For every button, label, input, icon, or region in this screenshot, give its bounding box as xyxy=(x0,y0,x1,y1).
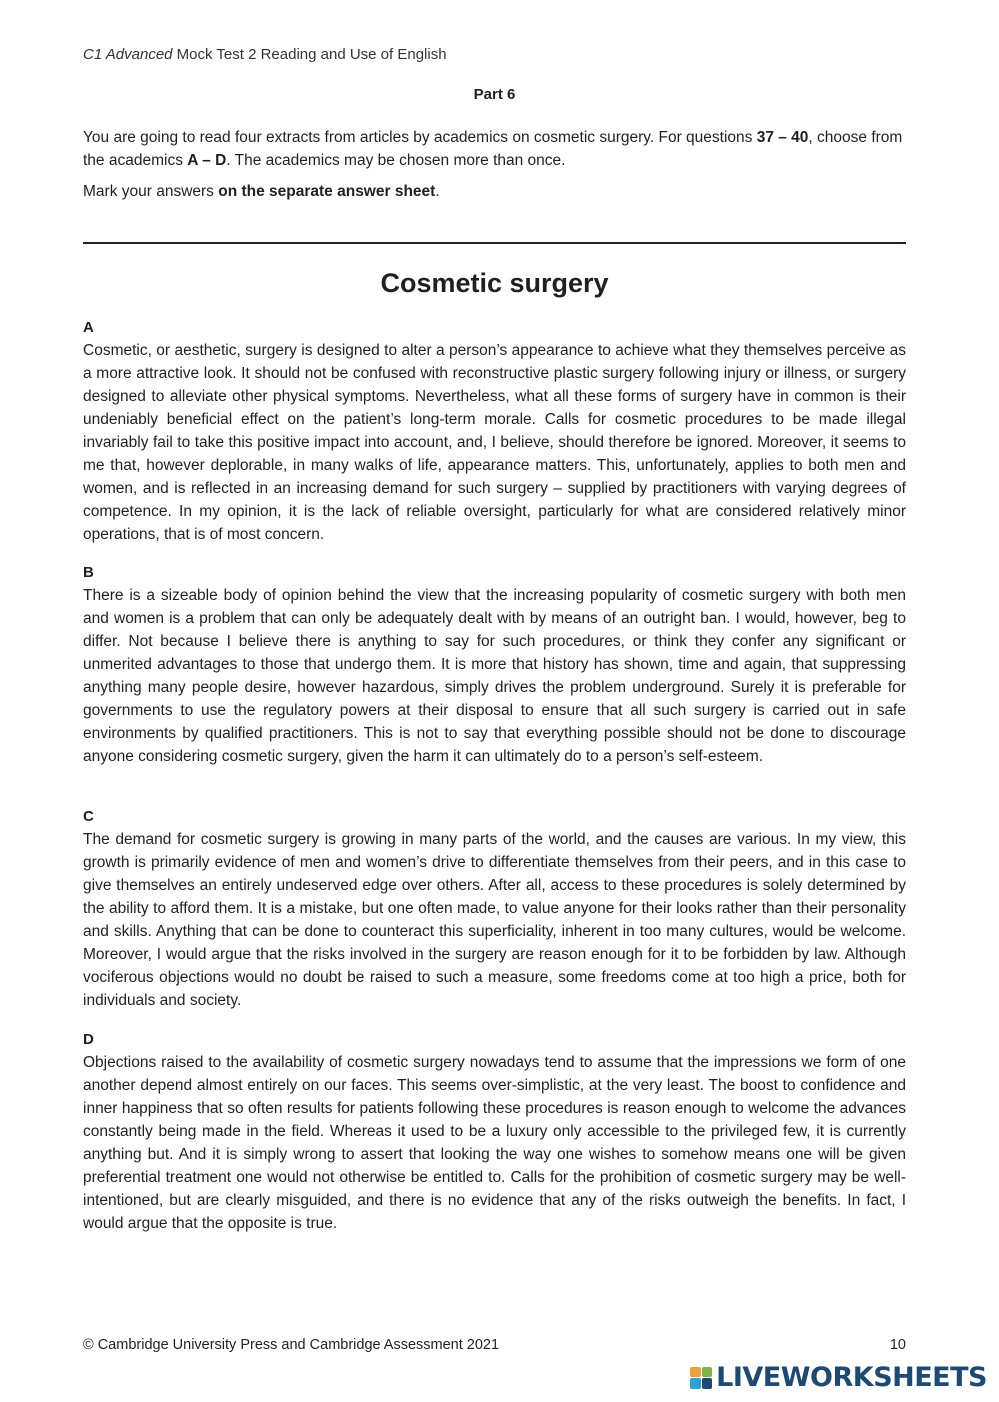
extract-text: Cosmetic, or aesthetic, surgery is designed to alter a person’s appearance to achieve what they themselves perceive as a more attractive look. It should not be confused with reconstructive plastic surgery following injury or illness, or surgery designed to alleviate other physical symptoms. Nevertheless, what all these forms of surgery have in common is their undeniably beneficial effect on the patient’s long-term morale. Calls for cosmetic procedures to be made illegal invariably fail to take this positive impact into account, and, I believe, should therefore be ignored. Moreover, it seems to me that, however deplorable, in many walks of life, appearance matters. This, unfortunately, applies to both men and women, and is reflected in an increasing demand for such surgery – supplied by practitioners with varying degrees of competence. In my opinion, it is the lack of reliable oversight, particularly for what are considered relatively minor operations, that is of most concern. xyxy=(83,342,906,543)
extract-d xyxy=(83,1028,906,1235)
extract-a xyxy=(83,316,906,546)
footer-copyright: © Cambridge University Press and Cambridge Assessment 2021 xyxy=(83,1337,500,1353)
instructions-part-1: You are going to read four extracts from articles by academics on cosmetic surgery. For questions xyxy=(83,129,757,146)
extract-letter: B xyxy=(83,564,94,581)
divider-rule xyxy=(83,242,906,244)
logo-tile xyxy=(702,1378,713,1389)
extract-text: Objections raised to the availability of cosmetic surgery nowadays tend to assume that the impressions we form of one another depend almost entirely on our faces. This seems over-simplistic, at the very least. The boost to confidence and inner happiness that so often results for patients following these procedures is reason enough to welcome the advances constantly being made in the field. Whereas it used to be a luxury only accessible to the privileged few, it is currently anything but. And it is simply wrong to assert that looking the way one wishes to somehow means one will be given preferential treatment one would not otherwise be entitled to. Calls for the prohibition of cosmetic surgery may be well-intentioned, but are clearly misguided, and there is no evidence that any of the risks outweigh the benefits. In fact, I would argue that the opposite is true. xyxy=(83,1054,906,1232)
extract-letter: A xyxy=(83,319,94,336)
page-number: 10 xyxy=(889,1337,906,1353)
mark-period: . xyxy=(435,183,440,200)
instructions-part-3: . The academics may be chosen more than once. xyxy=(226,152,566,169)
extract-text: The demand for cosmetic surgery is growing in many parts of the world, and the causes are various. In my view, this growth is primarily evidence of men and women’s drive to differentiate themselves from their peers, and in this case to give themselves an entirely undeserved edge over others. After all, access to these procedures is solely determined by the ability to afford them. It is a mistake, but one often made, to value anyone for their looks rather than their personality and skills. Anything that can be done to counteract this superficiality, inherent in too many cultures, would be welcome. Moreover, I would argue that the risks involved in the surgery are reason enough for it to be forbidden by law. Although vociferous objections would no doubt be raised to such a measure, some freedoms come at too high a price, both for individuals and society. xyxy=(83,831,906,1009)
liveworksheets-brand[interactable] xyxy=(690,1362,987,1393)
answer-sheet-instruction xyxy=(83,183,440,201)
liveworksheets-logo-icon xyxy=(690,1367,712,1389)
instructions-text xyxy=(83,126,906,172)
extract-text: There is a sizeable body of opinion behind the view that the increasing popularity of cosmetic surgery with both men and women is a problem that can only be adequately dealt with by means of an outright ban. I would, however, beg to differ. Not because I believe there is anything to say for such procedures, or think they confer any significant or unmerited advantages to those that undergo them. It is more that history has shown, time and again, that suppressing anything many people desire, however hazardous, simply drives the problem underground. Surely it is preferable for governments to use the regulatory powers at their disposal to ensure that all such surgery is carried out in safe environments by qualified practitioners. This is not to say that everything possible should not be done to discourage anyone considering cosmetic surgery, given the harm it can ultimately do to a person’s self-esteem. xyxy=(83,587,906,765)
extract-letter: D xyxy=(83,1031,94,1048)
logo-tile xyxy=(690,1367,701,1378)
extract-c xyxy=(83,805,906,1012)
logo-tile xyxy=(690,1378,701,1389)
mark-text: Mark your answers xyxy=(83,183,219,200)
academics-range: A – D xyxy=(187,152,227,169)
part-heading: Part 6 xyxy=(473,86,516,103)
instructions-part-2: , choose from the academics xyxy=(83,129,903,169)
running-header-italic: C1 Advanced xyxy=(83,46,173,63)
instructions xyxy=(83,126,906,172)
running-header xyxy=(83,46,447,63)
question-range: 37 – 40 xyxy=(756,129,809,146)
brand-name: LIVEWORKSHEETS xyxy=(716,1362,987,1393)
running-header-rest: Mock Test 2 Reading and Use of English xyxy=(172,46,447,63)
extract-b xyxy=(83,561,906,768)
article-title: Cosmetic surgery xyxy=(380,268,609,298)
logo-tile xyxy=(702,1367,713,1378)
mark-emphasis: on the separate answer sheet xyxy=(218,183,436,200)
extract-letter: C xyxy=(83,808,94,825)
